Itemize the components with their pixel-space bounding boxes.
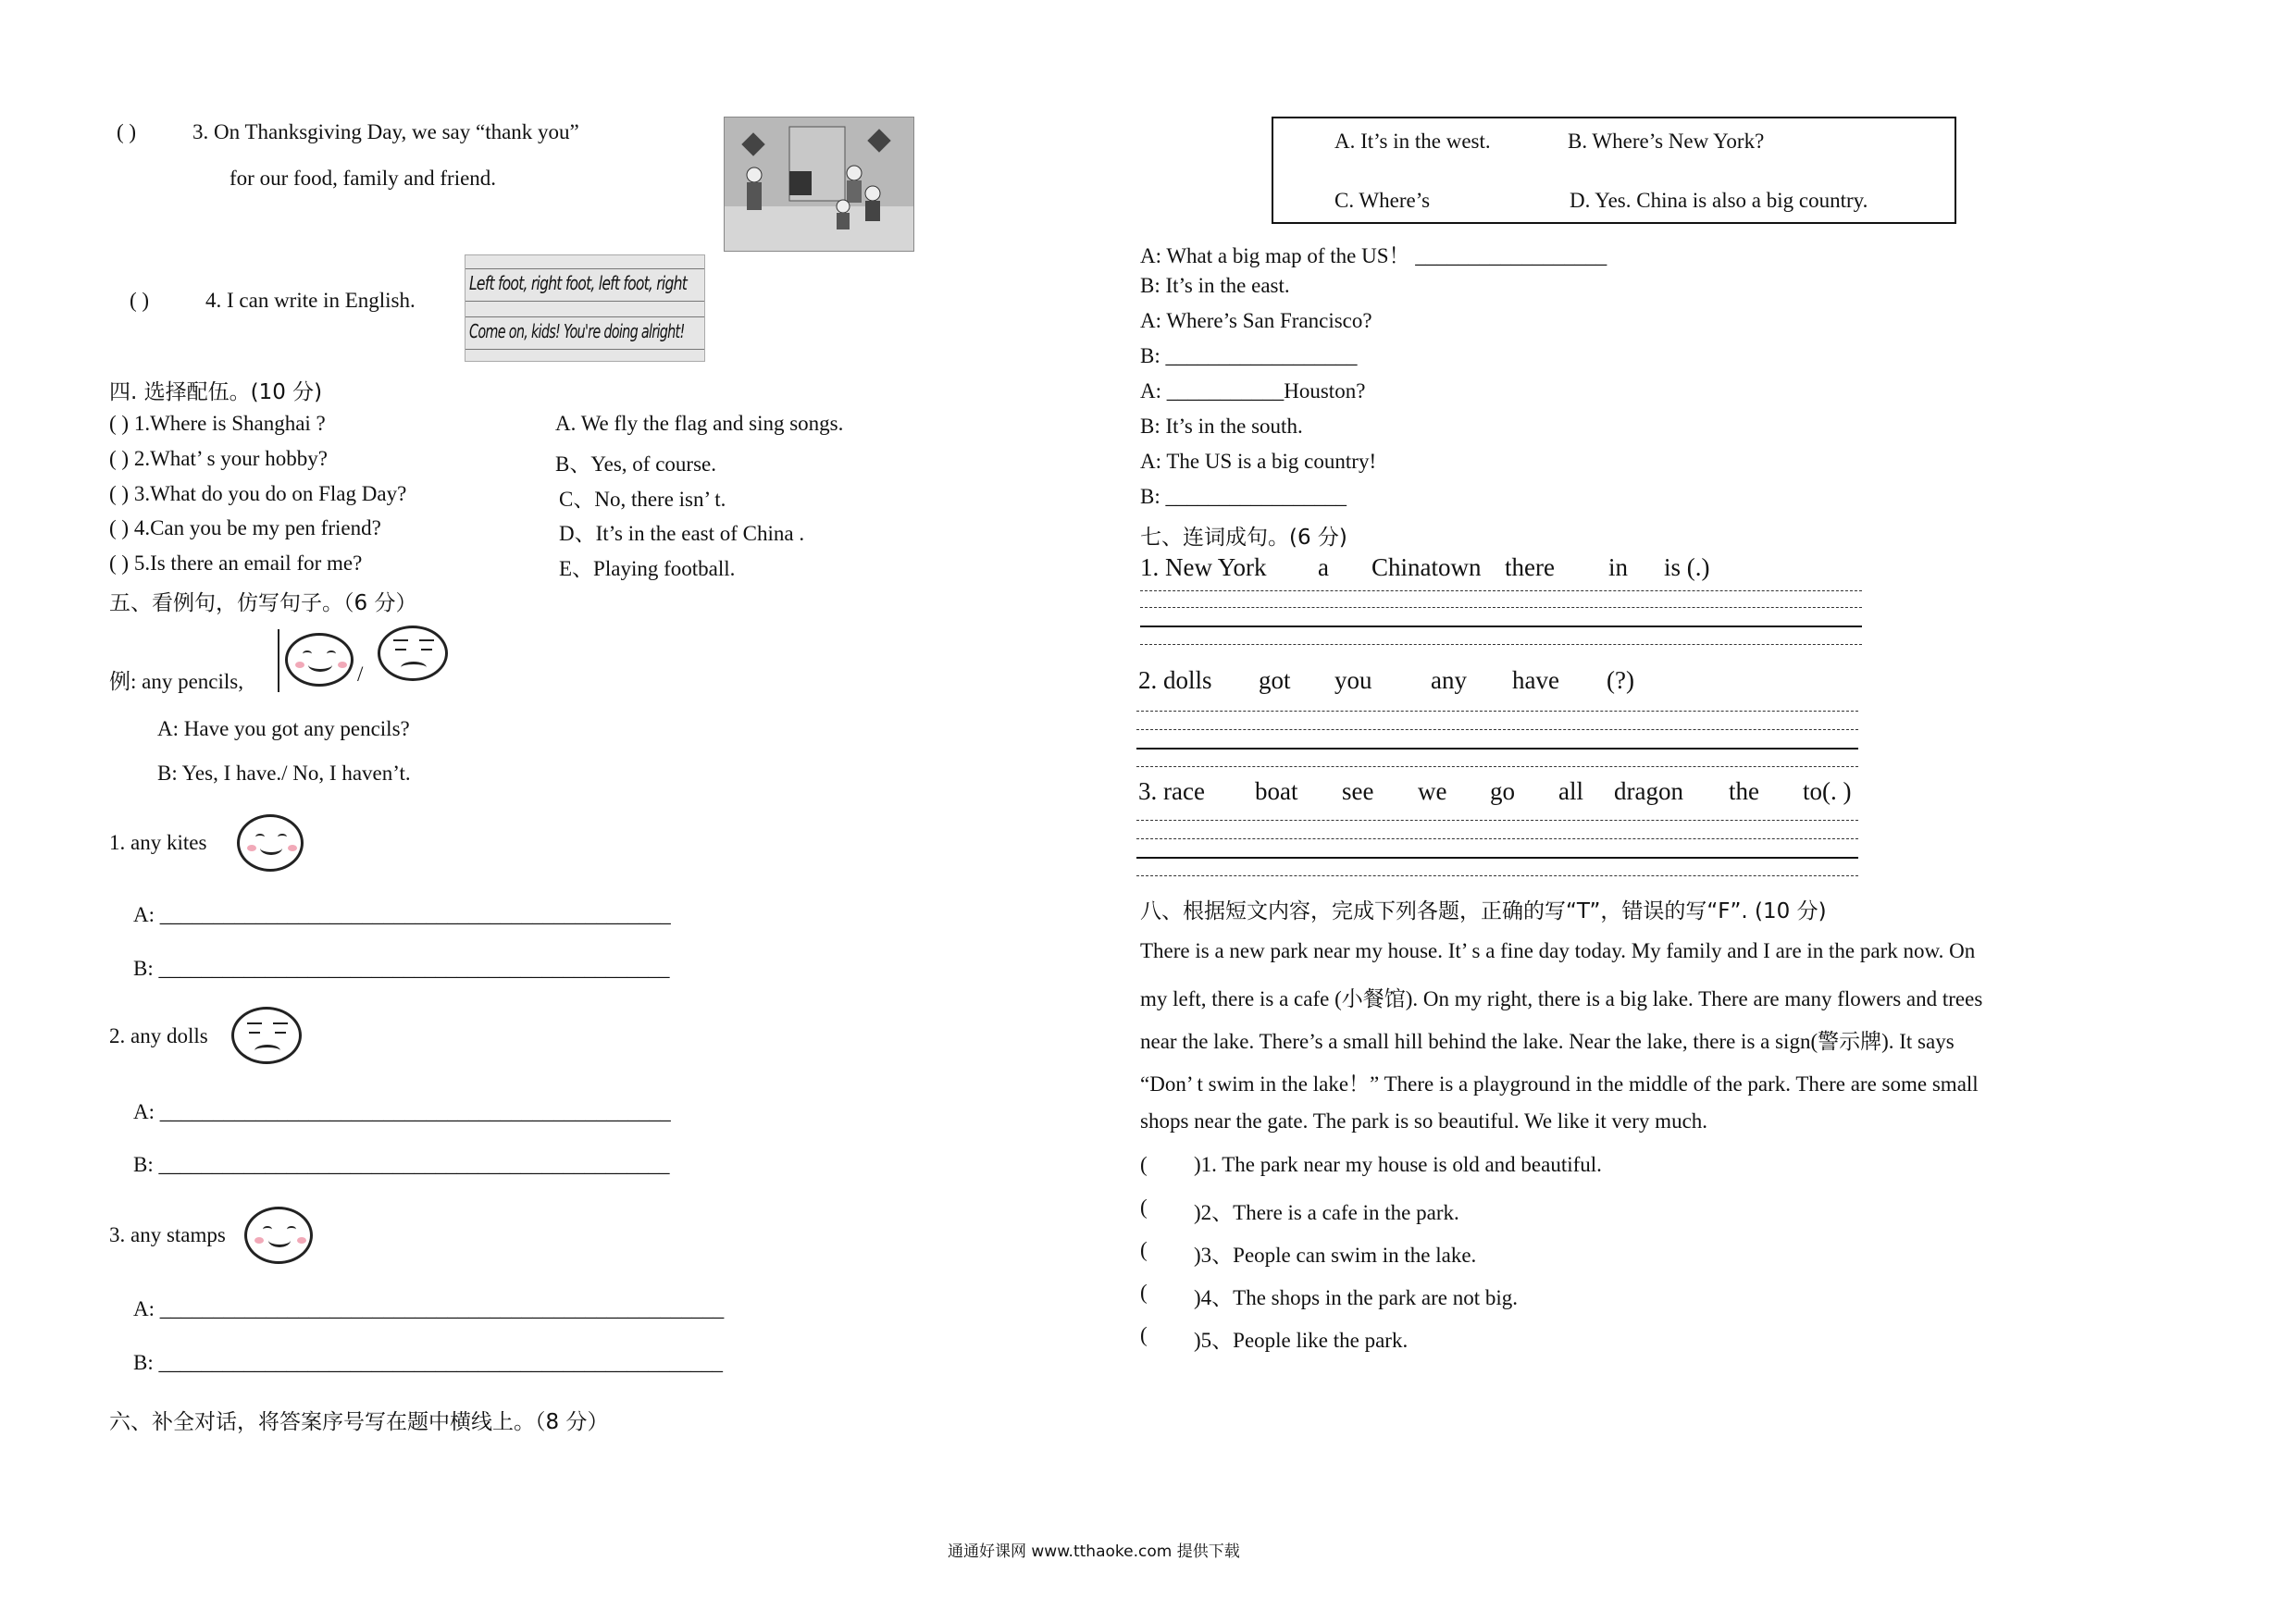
word: go: [1490, 777, 1515, 805]
word: we: [1418, 777, 1447, 805]
writing-line: [1136, 711, 1858, 712]
word-order-item-3: [1138, 777, 1869, 809]
thanksgiving-picture: [724, 117, 914, 252]
section-4-title: 四. 选择配伍。(10 分): [109, 380, 323, 404]
example-slash: /: [357, 663, 364, 686]
word: (?): [1607, 666, 1634, 694]
tf-paren: (: [1140, 1281, 1148, 1304]
handwriting-line2: Come on, kids! You're doing alright!: [469, 320, 685, 342]
option-b: B. Where’s New York?: [1568, 130, 1765, 153]
word: any: [1431, 666, 1467, 694]
s5-answer-b: B: ________________________________________________: [133, 1153, 670, 1176]
word: see: [1342, 777, 1374, 805]
footer-text: 通通好课网 www.tthaoke.com 提供下载: [948, 1542, 1240, 1561]
tf-statement: )1. The park near my house is old and beautiful.: [1194, 1153, 1602, 1176]
q3-text-line2: for our food, family and friend.: [230, 167, 497, 190]
dialogue-line: A: ___________Houston?: [1140, 379, 1366, 403]
tf-paren: (: [1140, 1153, 1148, 1176]
frown-face-icon: [378, 626, 448, 681]
dialogue-line: B: It’s in the east.: [1140, 274, 1290, 297]
handwriting-picture: [465, 254, 705, 362]
word: you: [1334, 666, 1372, 694]
s4-question: ( ) 1.Where is Shanghai ?: [109, 412, 326, 435]
writing-line: [1140, 644, 1862, 645]
word: 3. race: [1138, 777, 1205, 805]
s4-question: ( ) 3.What do you do on Flag Day?: [109, 482, 407, 505]
handwriting-line1: Left foot, right foot, left foot, right: [469, 272, 688, 294]
s5-answer-a: A: ________________________________________________: [133, 903, 671, 926]
dialogue-line: B: It’s in the south.: [1140, 415, 1303, 438]
s4-answer: B、Yes, of course.: [555, 452, 716, 476]
writing-line: [1140, 607, 1862, 608]
s5-answer-a: A: ________________________________________________: [133, 1100, 671, 1123]
section-5-title: 五、看例句，仿写句子。（6 分）: [109, 591, 417, 615]
s5-answer-b: B: _____________________________________________________: [133, 1351, 723, 1374]
example-answer-b: B: Yes, I have./ No, I haven’t.: [157, 762, 411, 785]
section-7-title: 七、连词成句。(6 分): [1140, 526, 1347, 550]
example-answer-a: A: Have you got any pencils?: [157, 717, 410, 740]
word: 1. New York: [1140, 553, 1267, 581]
word: is (.): [1664, 553, 1710, 581]
writing-line: [1140, 626, 1862, 627]
example-label: 例: any pencils,: [109, 670, 243, 693]
s4-answer: C、No, there isn’ t.: [559, 488, 726, 511]
option-d: D. Yes. China is also a big country.: [1570, 189, 1868, 212]
s5-item-label: 1. any kites: [109, 831, 207, 854]
section-6-title: 六、补全对话，将答案序号写在题中横线上。（8 分）: [109, 1410, 609, 1434]
frown-face-icon: [231, 1007, 302, 1064]
smiley-face-icon: [237, 814, 304, 872]
tf-statement: )2、There is a cafe in the park.: [1194, 1201, 1459, 1224]
option-c: C. Where’s: [1334, 189, 1431, 212]
s4-question: ( ) 4.Can you be my pen friend?: [109, 516, 381, 539]
s5-item-label: 2. any dolls: [109, 1024, 208, 1047]
dialogue-line: B: __________________: [1140, 344, 1358, 367]
q3-text: 3. On Thanksgiving Day, we say “thank you”: [192, 120, 579, 143]
q4-text: 4. I can write in English.: [205, 289, 416, 312]
word: dragon: [1614, 777, 1683, 805]
writing-line: [1136, 748, 1858, 750]
word: in: [1608, 553, 1629, 581]
tf-statement: )3、People can swim in the lake.: [1194, 1244, 1477, 1267]
example-divider: [278, 629, 279, 692]
word-order-item-1: [1140, 553, 1788, 585]
options-box: [1272, 117, 1956, 224]
s4-answer: A. We fly the flag and sing songs.: [555, 412, 844, 435]
s5-answer-b: B: ________________________________________________: [133, 957, 670, 980]
word: have: [1512, 666, 1559, 694]
q3-paren: ( ): [117, 120, 137, 143]
writing-line: [1136, 766, 1858, 767]
word: all: [1558, 777, 1583, 805]
word: boat: [1255, 777, 1298, 805]
s5-answer-a: A: _____________________________________________________: [133, 1297, 725, 1320]
writing-line: [1136, 838, 1858, 839]
tf-paren: (: [1140, 1196, 1148, 1219]
s4-answer: D、It’s in the east of China .: [559, 522, 805, 545]
word: Chinatown: [1371, 553, 1482, 581]
writing-line: [1136, 820, 1858, 821]
passage-line: near the lake. There’s a small hill behind the lake. Near the lake, there is a sign(警示牌). It says: [1140, 1030, 1955, 1053]
dialogue-line: A: What a big map of the US！ __________________: [1140, 244, 1607, 267]
tf-paren: (: [1140, 1323, 1148, 1346]
dialogue-line: B: _________________: [1140, 485, 1347, 508]
tf-statement: )5、People like the park.: [1194, 1329, 1409, 1352]
section-8-title: 八、根据短文内容，完成下列各题，正确的写“T”，错误的写“F”. (10 分): [1140, 899, 1827, 923]
tf-statement: )4、The shops in the park are not big.: [1194, 1286, 1519, 1309]
writing-line: [1136, 857, 1858, 859]
s4-answer: E、Playing football.: [559, 557, 736, 580]
word-order-item-2: [1138, 666, 1786, 698]
s4-question: ( ) 2.What’ s your hobby?: [109, 447, 328, 470]
passage-line: “Don’ t swim in the lake！” There is a playground in the middle of the park. There are some small: [1140, 1072, 1979, 1096]
writing-line: [1140, 590, 1862, 591]
smiley-face-icon: [244, 1207, 313, 1264]
word: 2. dolls: [1138, 666, 1212, 694]
dialogue-line: A: The US is a big country!: [1140, 450, 1377, 473]
s4-question: ( ) 5.Is there an email for me?: [109, 551, 363, 575]
writing-line: [1136, 875, 1858, 876]
word: the: [1729, 777, 1759, 805]
passage-line: my left, there is a cafe (小餐馆). On my right, there is a big lake. There are many flowers and trees: [1140, 987, 1983, 1010]
option-a: A. It’s in the west.: [1334, 130, 1491, 153]
tf-paren: (: [1140, 1238, 1148, 1261]
dialogue-line: A: Where’s San Francisco?: [1140, 309, 1372, 332]
q4-paren: ( ): [130, 289, 150, 312]
smiley-face-icon: [285, 633, 354, 687]
passage-line: shops near the gate. The park is so beautiful. We like it very much.: [1140, 1109, 1708, 1133]
s5-item-label: 3. any stamps: [109, 1223, 226, 1246]
passage-line: There is a new park near my house. It’ s a fine day today. My family and I are in the park now. On: [1140, 939, 1976, 962]
word: there: [1505, 553, 1555, 581]
writing-line: [1136, 729, 1858, 730]
word: to(. ): [1803, 777, 1852, 805]
word: a: [1318, 553, 1329, 581]
word: got: [1259, 666, 1291, 694]
